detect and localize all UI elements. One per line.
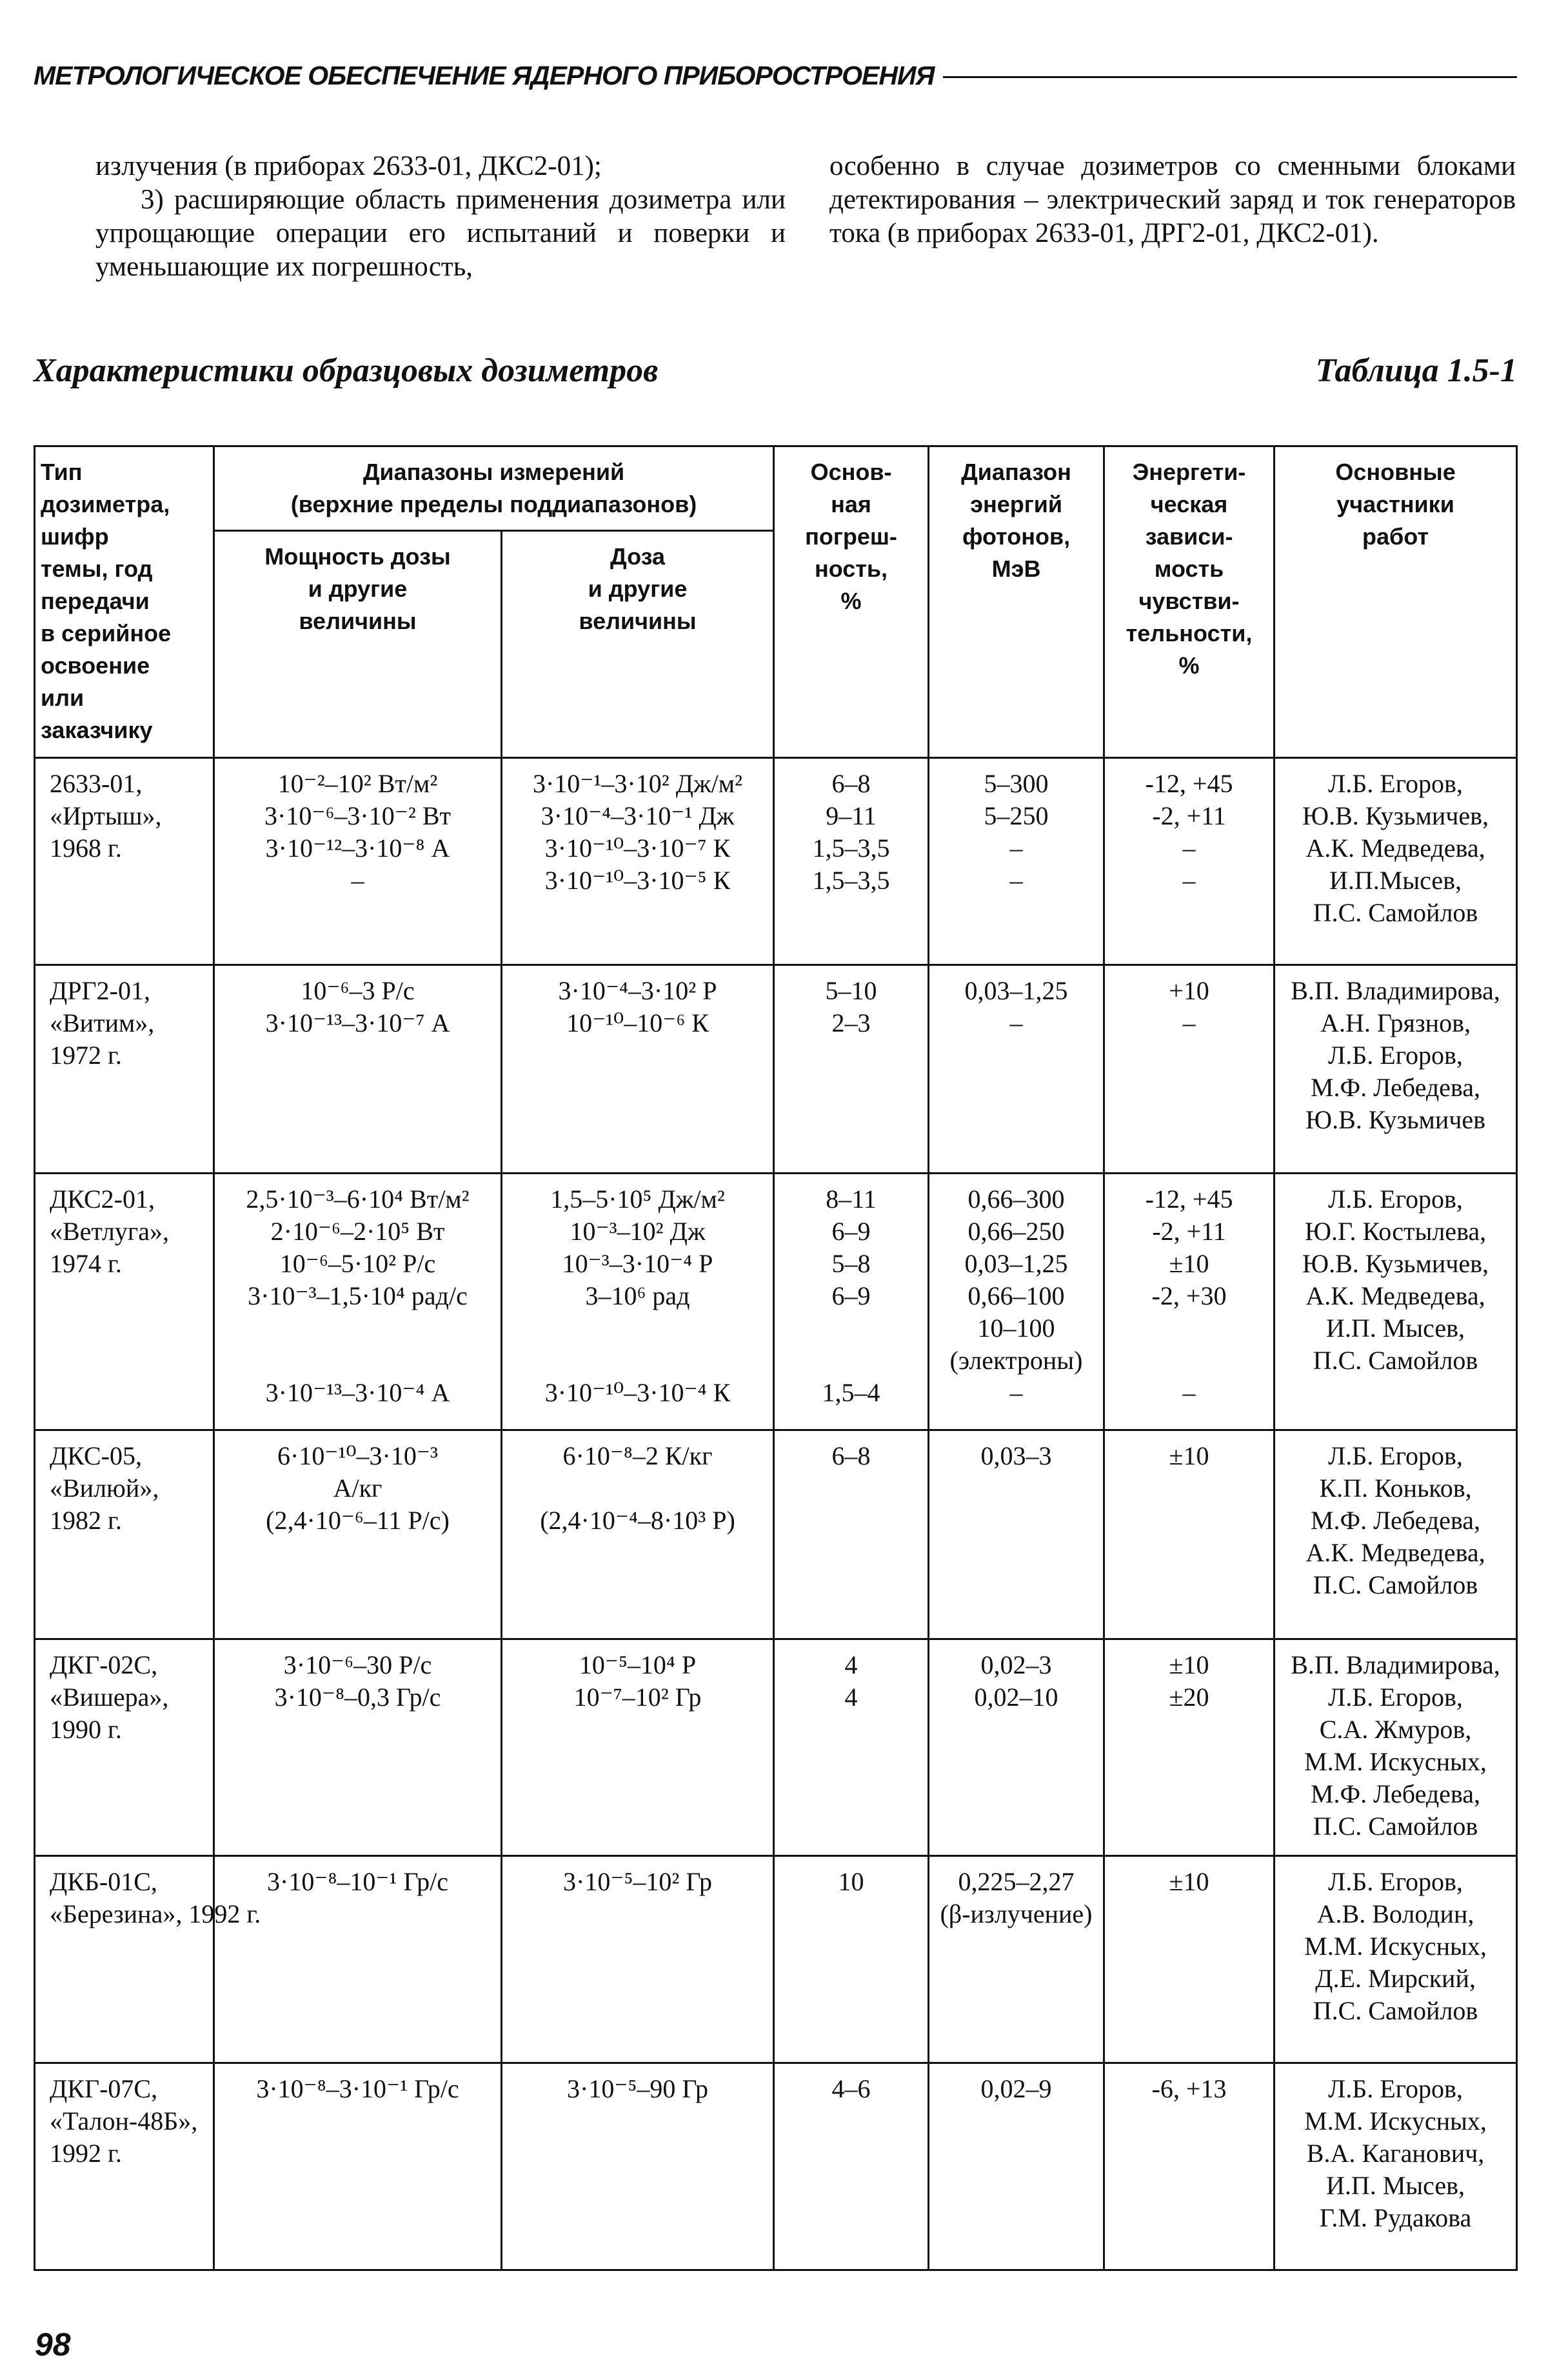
- cell-dose-line: 1,5–5·10⁵ Дж/м²: [550, 1184, 725, 1214]
- table-row: [35, 1639, 1517, 1856]
- cell-type-line: 1990 г.: [50, 1715, 122, 1745]
- cell-participants-line: А.К. Медведева,: [1305, 1537, 1485, 1567]
- cell-participants-line: П.С. Самойлов: [1313, 898, 1478, 927]
- header-line: ная: [831, 491, 871, 517]
- intro-right-paragraph: особенно в случае дозиметров со сменными блоками детектирования – электрический заряд и ток генераторов тока (в приборах 2633-01, ДРГ2-01, ДКС2-01).: [829, 151, 1516, 248]
- cell-error-line: 1,5–3,5: [812, 834, 890, 863]
- cell-energy: [929, 2063, 1104, 2270]
- header-line: ческая: [1150, 491, 1228, 517]
- header-line: Доза: [610, 543, 666, 570]
- cell-error-line: 6–8: [831, 1441, 871, 1470]
- cell-dependence-line: -12, +45: [1145, 1184, 1233, 1214]
- header-line: величины: [299, 608, 417, 634]
- cell-type: [35, 2063, 214, 2270]
- cell-dose-rate-line: –: [351, 866, 364, 895]
- cell-participants-line: А.В. Володин,: [1316, 1899, 1474, 1929]
- cell-energy-line: 0,03–3: [980, 1441, 1052, 1470]
- header-line: шифр: [41, 523, 109, 550]
- cell-participants-line: В.П. Владимирова,: [1291, 1650, 1500, 1680]
- header-line: дозиметра,: [41, 491, 170, 517]
- cell-energy-line: 5–250: [984, 801, 1049, 830]
- cell-participants-line: Д.Е. Мирский,: [1315, 1964, 1476, 1994]
- cell-participants-line: С.А. Жмуров,: [1319, 1715, 1472, 1745]
- table-row: [35, 965, 1517, 1173]
- cell-type-line: «Березина», 1992 г.: [50, 1899, 261, 1929]
- cell-dose-rate-line: 10⁻²–10² Вт/м²: [277, 769, 438, 798]
- cell-type-line: ДКС2-01,: [50, 1184, 155, 1214]
- cell-energy-line: 10–100: [977, 1313, 1055, 1343]
- cell-dose-line: (2,4·10⁻⁴–8·10³ Р): [540, 1505, 735, 1535]
- header-line: тельности,: [1126, 620, 1253, 646]
- header-energy: [929, 446, 1104, 758]
- running-head: [34, 59, 1517, 92]
- header-error: [774, 446, 929, 758]
- cell-participants-line: М.Ф. Лебедева,: [1310, 1505, 1481, 1535]
- header-line: темы, год: [41, 555, 153, 582]
- cell-dose-line: 10⁻³–3·10⁻⁴ Р: [562, 1248, 713, 1278]
- cell-dose-rate-line: 3·10⁻³–1,5·10⁴ рад/с: [248, 1281, 468, 1310]
- cell-dose-rate-line: 3·10⁻¹²–3·10⁻⁸ А: [265, 834, 450, 863]
- header-line: передачи: [41, 588, 150, 614]
- cell-participants: [1275, 1173, 1517, 1430]
- cell-error: [774, 965, 929, 1173]
- cell-dose: [502, 2063, 774, 2270]
- cell-participants: [1275, 758, 1517, 965]
- cell-dependence: [1104, 1639, 1275, 1856]
- cell-dependence: [1104, 2063, 1275, 2270]
- cell-error-line: 8–11: [826, 1184, 877, 1214]
- header-line: погреш-: [805, 523, 897, 550]
- cell-dependence-line: ±10: [1169, 1867, 1209, 1897]
- cell-participants-line: П.С. Самойлов: [1313, 1570, 1478, 1599]
- cell-dependence: [1104, 1173, 1275, 1430]
- cell-type-line: 1982 г.: [50, 1505, 122, 1535]
- header-ranges: [214, 446, 774, 531]
- cell-type-line: «Вилюй»,: [50, 1473, 159, 1503]
- cell-type-line: «Витим»,: [50, 1008, 155, 1037]
- cell-dose-line: 3·10⁻⁵–10² Гр: [563, 1867, 712, 1897]
- cell-dependence-line: –: [1182, 834, 1196, 863]
- intro-right-column: [829, 150, 1516, 250]
- cell-energy: [929, 1639, 1104, 1856]
- header-line: или: [41, 685, 84, 711]
- header-line: зависи-: [1145, 523, 1233, 550]
- cell-error-line: [780, 1345, 922, 1377]
- cell-participants-line: И.П.Мысев,: [1329, 866, 1462, 895]
- cell-dependence: [1104, 965, 1275, 1173]
- cell-type-line: «Ветлуга»,: [50, 1216, 170, 1246]
- intro-left-paragraph: 3) расширяющие область применения дозиметра или упрощающие операции его испытаний и поверки и уменьшающие их погрешность,: [95, 185, 786, 282]
- cell-type-line: ДКБ-01С,: [50, 1867, 157, 1897]
- cell-dose-rate: [214, 2063, 502, 2270]
- cell-dose-line: [508, 1345, 768, 1377]
- header-line: фотонов,: [962, 523, 1071, 550]
- cell-dose-rate-line: 3·10⁻⁸–10⁻¹ Гр/с: [267, 1867, 448, 1897]
- cell-energy-line: –: [1009, 866, 1023, 895]
- cell-dependence-line: -2, +11: [1152, 1216, 1226, 1246]
- cell-energy-line: 0,02–10: [974, 1683, 1058, 1712]
- header-line: Основ-: [810, 459, 892, 485]
- header-line: Энергети-: [1132, 459, 1246, 485]
- cell-dependence-line: –: [1182, 1377, 1196, 1407]
- cell-error-line: 10: [838, 1867, 864, 1897]
- running-head-rule: [943, 76, 1517, 78]
- cell-error-line: 9–11: [826, 801, 877, 830]
- cell-error: [774, 1173, 929, 1430]
- cell-dose-rate-line: 3·10⁻⁶–30 Р/с: [283, 1650, 432, 1680]
- cell-dose-rate: [214, 965, 502, 1173]
- cell-participants-line: И.П. Мысев,: [1325, 2171, 1465, 2201]
- cell-dependence: [1104, 1856, 1275, 2063]
- cell-dependence: [1104, 1430, 1275, 1639]
- cell-dose-rate-line: 2·10⁻⁶–2·10⁵ Вт: [270, 1216, 445, 1246]
- cell-participants-line: Л.Б. Егоров,: [1328, 1040, 1463, 1070]
- cell-error: [774, 2063, 929, 2270]
- cell-dependence-line: ±10: [1169, 1248, 1209, 1278]
- cell-participants-line: К.П. Коньков,: [1319, 1473, 1472, 1503]
- cell-energy-line: 0,02–3: [980, 1650, 1052, 1680]
- cell-dose-rate: [214, 1173, 502, 1430]
- cell-dose-line: 3·10⁻⁵–90 Гр: [567, 2074, 708, 2104]
- cell-dependence-line: -12, +45: [1145, 769, 1233, 798]
- header-line: освоение: [41, 652, 150, 679]
- cell-dose-line: [508, 1312, 768, 1345]
- cell-participants-line: Л.Б. Егоров,: [1328, 1683, 1463, 1712]
- cell-dose: [502, 1173, 774, 1430]
- cell-dependence-line: [1110, 1345, 1268, 1377]
- cell-dose-rate-line: 3·10⁻⁸–0,3 Гр/с: [274, 1683, 441, 1712]
- cell-type-line: «Вишера»,: [50, 1683, 169, 1712]
- cell-type-line: 1972 г.: [50, 1040, 122, 1070]
- header-line: Диапазон: [961, 459, 1071, 485]
- cell-type-line: ДРГ2-01,: [50, 975, 150, 1005]
- cell-participants-line: П.С. Самойлов: [1313, 1345, 1478, 1375]
- cell-dependence-line: -2, +11: [1152, 801, 1226, 830]
- header-line: (верхние пределы поддиапазонов): [290, 491, 697, 517]
- cell-dose: [502, 1430, 774, 1639]
- cell-participants-line: Л.Б. Егоров,: [1328, 1441, 1463, 1470]
- cell-dose-line: [508, 1472, 768, 1505]
- intro-text: [95, 150, 1514, 305]
- cell-error: [774, 1639, 929, 1856]
- cell-participants-line: Л.Б. Егоров,: [1328, 1184, 1463, 1214]
- table-row: [35, 2063, 1517, 2270]
- cell-type-line: «Талон-48Б»,: [50, 2106, 198, 2136]
- cell-dose-rate-line: 2,5·10⁻³–6·10⁴ Вт/м²: [246, 1184, 470, 1214]
- header-line: МэВ: [991, 555, 1041, 582]
- cell-dependence-line: -6, +13: [1151, 2074, 1227, 2104]
- cell-error-line: 6–8: [831, 769, 871, 798]
- header-line: участники: [1336, 491, 1454, 517]
- cell-error: [774, 1430, 929, 1639]
- cell-dose-line: 3–10⁶ рад: [585, 1281, 690, 1310]
- table-header: [35, 446, 1517, 758]
- cell-dose-line: 3·10⁻¹⁰–3·10⁻⁷ К: [544, 834, 731, 863]
- cell-participants: [1275, 2063, 1517, 2270]
- cell-participants: [1275, 965, 1517, 1173]
- cell-dose-rate-line: 3·10⁻¹³–3·10⁻⁴ А: [265, 1377, 450, 1407]
- cell-energy-line: 0,03–1,25: [964, 1248, 1068, 1278]
- cell-dependence-line: -2, +30: [1151, 1281, 1227, 1310]
- cell-error-line: 4–6: [831, 2074, 871, 2104]
- page-number: 98: [35, 2326, 71, 2363]
- header-dose-rate: [214, 531, 502, 758]
- cell-energy: [929, 965, 1104, 1173]
- header-participants: [1275, 446, 1517, 758]
- cell-dose-rate: [214, 1430, 502, 1639]
- cell-energy: [929, 1430, 1104, 1639]
- cell-dose-rate-line: 3·10⁻⁸–3·10⁻¹ Гр/с: [256, 2074, 459, 2104]
- cell-dose-line: 3·10⁻⁴–3·10² Р: [558, 975, 717, 1005]
- cell-error-line: 2–3: [831, 1008, 871, 1037]
- cell-participants-line: Л.Б. Егоров,: [1328, 2074, 1463, 2104]
- cell-participants-line: Ю.Г. Костылева,: [1304, 1216, 1487, 1246]
- header-line: %: [1178, 652, 1200, 679]
- cell-error-line: 1,5–4: [822, 1377, 880, 1407]
- cell-energy-line: 0,02–9: [980, 2074, 1052, 2104]
- header-line: чувстви-: [1138, 588, 1240, 614]
- cell-type: [35, 1173, 214, 1430]
- cell-energy-line: (β-излучение): [940, 1899, 1093, 1929]
- cell-dose-rate-line: А/кг: [333, 1473, 382, 1503]
- cell-participants-line: Ю.В. Кузьмичев,: [1302, 1248, 1489, 1278]
- cell-type-line: 2633-01,: [50, 769, 143, 798]
- cell-participants-line: А.К. Медведева,: [1305, 1281, 1485, 1310]
- table-caption: [34, 352, 1517, 397]
- cell-error-line: 4: [844, 1650, 858, 1680]
- table-row: [35, 1430, 1517, 1639]
- header-line: Мощность дозы: [264, 543, 451, 570]
- cell-type-line: «Иртыш»,: [50, 801, 162, 830]
- cell-type: [35, 1856, 261, 2063]
- cell-dose-rate-line: 10⁻⁶–3 Р/с: [301, 975, 415, 1005]
- cell-dose-rate-line: (2,4·10⁻⁶–11 Р/с): [266, 1505, 450, 1535]
- cell-energy-line: 5–300: [984, 769, 1049, 798]
- cell-participants-line: Ю.В. Кузьмичев,: [1302, 801, 1489, 830]
- cell-energy-line: –: [1009, 834, 1023, 863]
- table-title: Характеристики образцовых дозиметров: [34, 352, 659, 389]
- cell-dose: [502, 1856, 774, 2063]
- cell-type-line: ДКГ-07С,: [50, 2074, 158, 2104]
- cell-dependence-line: ±10: [1169, 1650, 1209, 1680]
- cell-participants-line: М.М. Искусных,: [1304, 1932, 1487, 1961]
- cell-type: [35, 1430, 214, 1639]
- cell-type-line: 1968 г.: [50, 834, 122, 863]
- header-line: и другие: [588, 575, 688, 602]
- header-dose: [502, 531, 774, 758]
- cell-participants-line: П.С. Самойлов: [1313, 1996, 1478, 2026]
- cell-participants: [1275, 1639, 1517, 1856]
- intro-left-column: [95, 150, 786, 284]
- cell-dependence-line: ±20: [1169, 1683, 1209, 1712]
- cell-dose-rate-line: [220, 1345, 495, 1377]
- cell-participants-line: Г.М. Рудакова: [1319, 2203, 1472, 2233]
- cell-dependence-line: [1110, 1312, 1268, 1345]
- cell-energy-line: 0,225–2,27: [958, 1867, 1075, 1897]
- header-line: мость: [1154, 555, 1224, 582]
- cell-dose-line: 10⁻¹⁰–10⁻⁶ К: [566, 1008, 709, 1037]
- header-line: работ: [1362, 523, 1429, 550]
- cell-error-line: 4: [844, 1683, 858, 1712]
- cell-participants: [1275, 1430, 1517, 1639]
- cell-error-line: 5–10: [825, 975, 877, 1005]
- cell-participants-line: Л.Б. Егоров,: [1328, 769, 1463, 798]
- cell-dependence-line: +10: [1169, 975, 1209, 1005]
- header-type: [35, 446, 214, 758]
- cell-energy-line: –: [1009, 1377, 1023, 1407]
- cell-dependence-line: –: [1182, 1008, 1196, 1037]
- dosimeter-table: [34, 445, 1518, 2271]
- cell-participants-line: А.Н. Грязнов,: [1320, 1008, 1471, 1037]
- cell-type-line: ДКГ-02С,: [50, 1650, 158, 1680]
- cell-dose-rate: [214, 758, 502, 965]
- cell-error: [774, 758, 929, 965]
- cell-energy-line: –: [1009, 1008, 1023, 1037]
- cell-type: [35, 758, 214, 965]
- cell-dose-rate: [214, 1639, 502, 1856]
- cell-type-line: 1974 г.: [50, 1248, 122, 1278]
- table-row: [35, 1173, 1517, 1430]
- cell-participants-line: П.С. Самойлов: [1313, 1812, 1478, 1841]
- header-line: величины: [579, 608, 697, 634]
- cell-type-line: ДКС-05,: [50, 1441, 142, 1470]
- header-line: ность,: [814, 555, 888, 582]
- cell-dose-rate-line: [220, 1312, 495, 1345]
- cell-participants-line: Л.Б. Егоров,: [1328, 1867, 1463, 1897]
- cell-error: [774, 1856, 929, 2063]
- cell-energy-line: 0,03–1,25: [964, 975, 1068, 1005]
- cell-participants-line: М.Ф. Лебедева,: [1310, 1779, 1481, 1809]
- cell-dose-line: 6·10⁻⁸–2 К/кг: [562, 1441, 713, 1470]
- cell-dose-rate: [214, 1856, 502, 2063]
- cell-participants-line: Ю.В. Кузьмичев: [1305, 1105, 1485, 1134]
- cell-energy: [929, 758, 1104, 965]
- table-body: [35, 758, 1517, 2270]
- header-line: энергий: [970, 491, 1062, 517]
- cell-dose-rate-line: 6·10⁻¹⁰–3·10⁻³: [277, 1441, 438, 1470]
- header-line: Основные: [1335, 459, 1456, 485]
- cell-dose-line: 10⁻⁷–10² Гр: [573, 1683, 702, 1712]
- cell-participants-line: И.П. Мысев,: [1325, 1313, 1465, 1343]
- cell-dose-line: 3·10⁻¹⁰–3·10⁻⁴ К: [544, 1377, 731, 1407]
- table-row: [35, 1856, 1517, 2063]
- cell-energy: [929, 1173, 1104, 1430]
- intro-left-line1: излучения (в приборах 2633-01, ДКС2-01);: [95, 151, 602, 181]
- header-dependence: [1104, 446, 1275, 758]
- header-line: Тип: [41, 459, 83, 485]
- cell-dose-rate-line: 3·10⁻¹³–3·10⁻⁷ А: [265, 1008, 450, 1037]
- cell-error-line: 6–9: [831, 1216, 871, 1246]
- cell-dependence-line: –: [1182, 866, 1196, 895]
- cell-participants-line: А.К. Медведева,: [1305, 834, 1485, 863]
- cell-energy: [929, 1856, 1104, 2063]
- cell-dose-line: 10⁻⁵–10⁴ Р: [579, 1650, 697, 1680]
- cell-error-line: 5–8: [831, 1248, 871, 1278]
- cell-dependence-line: ±10: [1169, 1441, 1209, 1470]
- header-line: %: [840, 588, 862, 614]
- cell-dose-rate-line: 3·10⁻⁶–3·10⁻² Вт: [264, 801, 451, 830]
- cell-energy-line: 0,66–300: [968, 1184, 1065, 1214]
- cell-participants-line: М.М. Искусных,: [1304, 2106, 1487, 2136]
- cell-dose-line: 3·10⁻⁴–3·10⁻¹ Дж: [541, 801, 735, 830]
- running-head-title: МЕТРОЛОГИЧЕСКОЕ ОБЕСПЕЧЕНИЕ ЯДЕРНОГО ПРИБОРОСТРОЕНИЯ: [34, 60, 935, 90]
- table-number: Таблица 1.5-1: [1315, 352, 1517, 389]
- cell-participants-line: М.Ф. Лебедева,: [1310, 1072, 1481, 1102]
- table-row: [35, 758, 1517, 965]
- header-line: и другие: [308, 575, 408, 602]
- cell-energy-line: (электроны): [949, 1345, 1083, 1375]
- cell-participants-line: В.П. Владимирова,: [1291, 975, 1500, 1005]
- cell-dose-rate-line: 10⁻⁶–5·10² Р/с: [279, 1248, 436, 1278]
- cell-dose: [502, 1639, 774, 1856]
- header-line: Диапазоны измерений: [362, 459, 625, 485]
- cell-dose-line: 3·10⁻¹–3·10² Дж/м²: [532, 769, 743, 798]
- cell-dose: [502, 965, 774, 1173]
- cell-type: [35, 965, 214, 1173]
- cell-error-line: [780, 1312, 922, 1345]
- cell-energy-line: 0,66–100: [968, 1281, 1065, 1310]
- cell-dependence: [1104, 758, 1275, 965]
- header-line: заказчику: [41, 717, 153, 743]
- cell-error-line: 1,5–3,5: [812, 866, 890, 895]
- cell-type: [35, 1639, 214, 1856]
- cell-dose: [502, 758, 774, 965]
- cell-participants-line: В.А. Каганович,: [1306, 2139, 1485, 2168]
- cell-dose-line: 10⁻³–10² Дж: [570, 1216, 706, 1246]
- cell-participants-line: М.М. Искусных,: [1304, 1747, 1487, 1777]
- header-line: в серийное: [41, 620, 172, 646]
- cell-energy-line: 0,66–250: [968, 1216, 1065, 1246]
- cell-participants: [1275, 1856, 1517, 2063]
- cell-type-line: 1992 г.: [50, 2139, 122, 2168]
- cell-dose-line: 3·10⁻¹⁰–3·10⁻⁵ К: [544, 866, 731, 895]
- cell-error-line: 6–9: [831, 1281, 871, 1310]
